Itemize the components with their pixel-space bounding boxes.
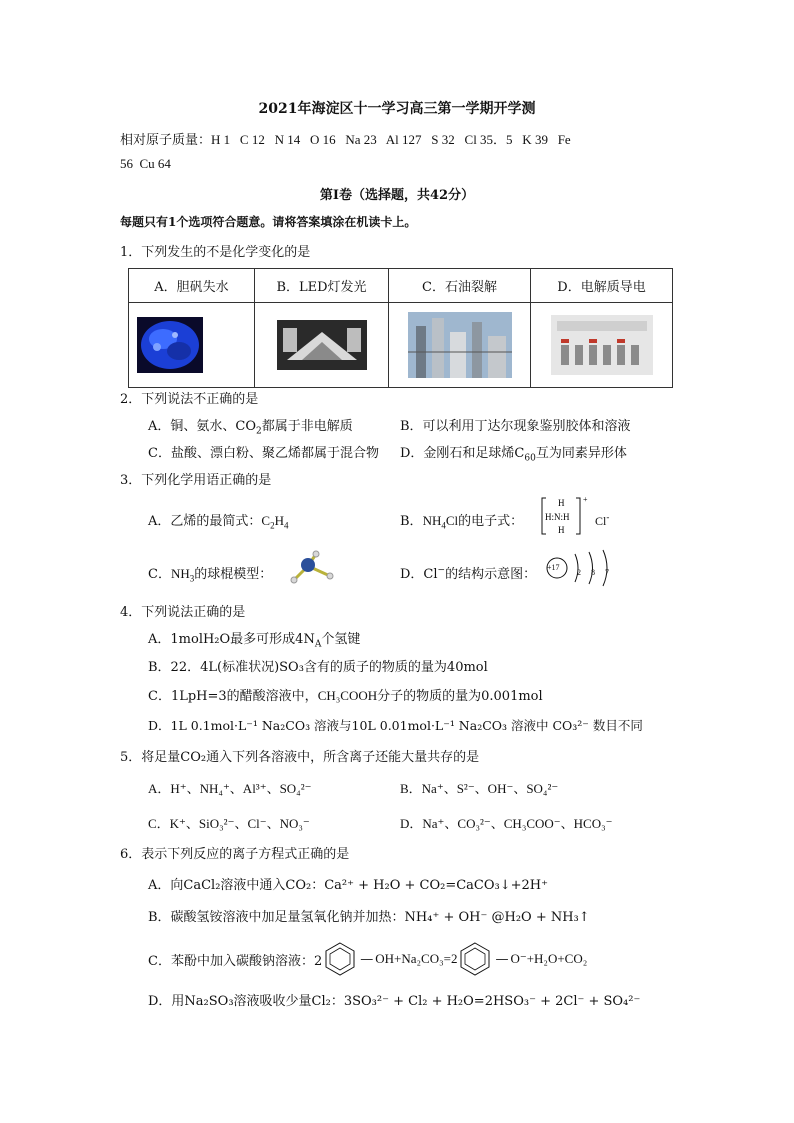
q4-option-b: B．22．4L(标准状况)SO₃含有的质子的物质的量为40mol [148,660,488,675]
q4-option-c: C．1LpH=3的醋酸溶液中，CH₃COOH分子的物质的量为0.001mol [148,688,543,704]
q1-option-c: C．石油裂解 [389,269,531,303]
q5-option-c: C．K⁺、SiO₃²⁻、Cl⁻、NO₃⁻ [148,816,310,831]
q4-stem: 4．下列说法正确的是 [120,605,246,620]
q5-option-b: B．Na⁺、S²⁻、OH⁻、SO₄²⁻ [400,781,559,796]
svg-text:+: + [583,495,588,504]
q2-option-a: A．铜、氨水、$CO_2$都属于非电解质 [148,419,353,437]
nh4cl-cl-ion: Cl- [595,512,610,528]
svg-text:H:N:H: H:N:H [545,512,570,522]
benzene-ring-icon-2 [457,941,493,977]
q2-option-b: B．可以利用丁达尔现象鉴别胶体和溶液 [400,419,631,434]
q6-option-a: A．向CaCl₂溶液中通入CO₂：Ca²⁺ + H₂O + CO₂=CaCO₃↓+2H⁺ [148,878,548,893]
q1-options-table [128,268,673,388]
q5-stem: 5．将足量CO₂通入下列各溶液中，所含离子还能大量共存的是 [120,750,480,765]
q6-option-b: B．碳酸氢铵溶液中加足量氢氧化钠并加热：NH₄⁺ + OH⁻ @H₂O + NH₃↑ [148,910,590,925]
q5-option-d: D．Na⁺、CO₃²⁻、CH₃COO⁻、HCO₃⁻ [400,816,613,831]
q4-option-d: D．1L 0.1mol·L⁻¹ Na₂CO₃ 溶液与10L 0.01mol·L⁻¹ Na₂CO₃ 溶液中 CO₃²⁻ 数目不同 [148,718,643,733]
q2-option-d: D．金刚石和足球烯$C_{60}$互为同素异形体 [400,446,627,464]
benzene-ring-icon [322,941,358,977]
q6-option-c: C．苯酚中加入碳酸钠溶液：2 — OH +Na₂CO₃=2 — O⁻ +H₂O+CO₂ [148,941,587,977]
led-stage-image [277,320,367,370]
nh3-ball-stick-model [286,548,338,586]
cl-shell-electrons: 2 8 7 [577,568,611,577]
atomic-mass-label: 相对原子质量： [120,133,212,148]
refinery-image [408,312,512,378]
svg-text:H: H [558,525,565,535]
q3-option-a: A．乙烯的最简式：$C_2H_4$ [148,513,289,531]
q6-option-d: D．用Na₂SO₃溶液吸收少量Cl₂：3SO₃²⁻ + Cl₂ + H₂O=2HSO₃⁻ + 2Cl⁻ + SO₄²⁻ [148,994,641,1009]
q4-option-a: A．1molH₂O最多可形成$4N_A$个氢键 [148,632,361,650]
q1-image-b-cell [255,303,389,388]
q1-image-d-cell [531,303,673,388]
q1-option-d: D．电解质导电 [531,269,673,303]
atomic-mass-values: H 1 C 12 N 14 O 16 Na 23 Al 127 S 32 Cl 35．5 K 39 Fe [211,132,571,147]
section-title: 第Ⅰ卷（选择题，共42分） [319,188,475,203]
q3-option-b: B．$NH_4Cl$的电子式： [400,513,524,531]
q1-stem: 1．下列发生的不是化学变化的是 [120,245,311,260]
electrolyte-apparatus-image [551,315,653,375]
svg-text:H: H [558,498,565,508]
q2-option-c: C．盐酸、漂白粉、聚乙烯都属于混合物 [148,446,379,461]
blue-crystal-image [137,317,203,373]
atomic-mass-line [120,129,571,148]
q3-stem: 3．下列化学用语正确的是 [120,473,272,488]
q3-option-d: D．Cl−的结构示意图： [400,565,537,582]
q6-stem: 6．表示下列反应的离子方程式正确的是 [120,847,350,862]
atomic-mass-values-cont: 56 Cu 64 [120,156,171,171]
page-title: 2021年海淀区十一学习高三第一学期开学测 [258,101,536,117]
instruction: 每题只有1个选项符合题意。请将答案填涂在机读卡上。 [120,215,417,229]
cl-nucleus-charge: +17 [547,563,560,572]
q1-option-a: A．胆矾失水 [129,269,255,303]
q1-option-b: B．LED灯发光 [255,269,389,303]
q1-image-a-cell [129,303,255,388]
q3-option-c: C．$NH_3$的球棍模型： [148,566,273,584]
q5-option-a: A．H⁺、NH₄⁺、Al³⁺、SO₄²⁻ [148,781,312,796]
q1-image-c-cell [389,303,531,388]
q2-stem: 2．下列说法不正确的是 [120,392,259,407]
